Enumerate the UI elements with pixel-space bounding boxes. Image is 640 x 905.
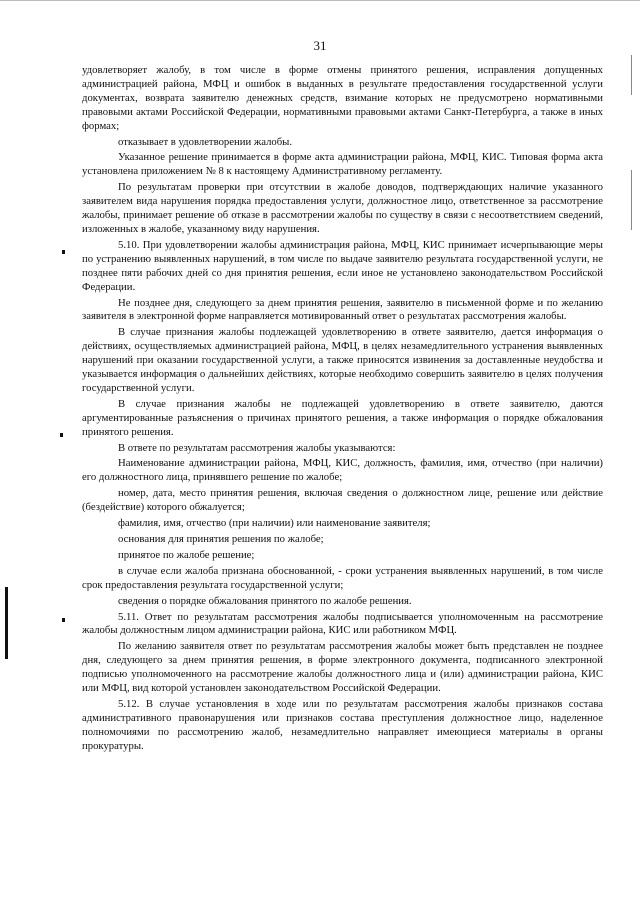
scan-mark-left-2 bbox=[60, 433, 63, 437]
paragraph-5: 5.10. При удовлетворении жалобы администрация района, МФЦ, КИС принимает исчерпывающие меры по устранению выявленных нарушений, в том числе по выдаче заявителю результата государственной услуги, не позднее пяти рабочих дней со дня принятия решения, если иное не установлено законодательством Российской Федерации. bbox=[82, 238, 603, 293]
scan-edge-line bbox=[0, 0, 640, 1]
paragraph-11: номер, дата, место принятия решения, включая сведения о должностном лице, решение или действие (бездействие) которого обжалуется; bbox=[82, 487, 603, 514]
scan-mark-right-1 bbox=[631, 55, 632, 95]
paragraph-12: фамилия, имя, отчество (при наличии) или наименование заявителя; bbox=[118, 517, 431, 530]
page-number: 31 bbox=[313, 38, 327, 53]
paragraph-1: удовлетворяет жалобу, в том числе в форме отмены принятого решения, исправления допущенных администрацией района, МФЦ и ошибок в выданных в результате предоставления государственной услуги документах, возврата заявителю денежных средств, взимание которых не предусмотрено нормативными правовыми актами Российской Федерации, нормативными правовыми актами Санкт-Петербурга, а также в иных формах; bbox=[82, 64, 603, 132]
paragraph-7: В случае признания жалобы подлежащей удовлетворению в ответе заявителю, дается информация о действиях, осуществляемых администрацией района, МФЦ, в целях незамедлительного устранения выявленных нарушений при оказании государственной услуги, а также приносятся извинения за доставленные неудобства и указывается информация о дальнейших действиях, которые необходимо совершить заявителю в целях получения государственной услуги. bbox=[82, 326, 603, 394]
paragraph-13: основания для принятия решения по жалобе; bbox=[118, 533, 324, 545]
paragraph-18: По желанию заявителя ответ по результатам рассмотрения жалобы может быть представлен не позднее дня, следующего за днем принятия решения, в форме электронного документа, подписанного электронной подписью уполномоченного на рассмотрение жалобы должностного лица и (или) администрации района, КИС или МФЦ, вид которой установлен законодательством Российской Федерации. bbox=[82, 640, 603, 695]
paragraph-14: принятое по жалобе решение; bbox=[118, 548, 255, 561]
paragraph-8: В случае признания жалобы не подлежащей удовлетворению в ответе заявителю, даются аргументированные разъяснения о причинах принятого решения, а также информация о порядке обжалования принятого решения. bbox=[82, 397, 603, 438]
paragraph-6: Не позднее дня, следующего за днем принятия решения, заявителю в письменной форме и по желанию заявителя в электронной форме направляется мотивированный ответ о результатах рассмотрения жалобы. bbox=[82, 296, 603, 323]
paragraph-2: отказывает в удовлетворении жалобы. bbox=[118, 135, 293, 148]
scan-mark-left-1 bbox=[62, 250, 65, 254]
paragraph-10: Наименование администрации района, МФЦ, КИС, должность, фамилия, имя, отчество (при наличии) его должностного лица, принявшего решение по жалобе; bbox=[82, 457, 603, 484]
paragraph-16: сведения о порядке обжалования принятого по жалобе решения. bbox=[118, 594, 412, 607]
body-text bbox=[82, 64, 603, 756]
paragraph-4: По результатам проверки при отсутствии в жалобе доводов, подтверждающих наличие указанного заявителем вида нарушения порядка предоставления услуги, должностное лицо, ответственное за рассмотрение жалобы, принимает решение об отказе в рассмотрении жалобы по существу в связи с несоответствием сведений, изложенных в жалобе, указанному виду нарушения. bbox=[82, 181, 603, 235]
paragraph-3: Указанное решение принимается в форме акта администрации района, МФЦ, КИС. Типовая форма акта установлена приложением № 8 к настоящему Административному регламенту. bbox=[82, 151, 603, 178]
scan-mark-left-3 bbox=[62, 618, 65, 622]
paragraph-19: 5.12. В случае установления в ходе или по результатам рассмотрения жалобы признаков состава административного правонарушения или признаков состава преступления должностное лицо, наделенное полномочиями по рассмотрению жалоб, незамедлительно направляет имеющиеся материалы в органы прокуратуры. bbox=[82, 697, 603, 752]
paragraph-17: 5.11. Ответ по результатам рассмотрения жалобы подписывается уполномоченным на рассмотрение жалобы должностным лицом администрации района, КИС или работником МФЦ. bbox=[82, 610, 603, 637]
paragraph-9: В ответе по результатам рассмотрения жалобы указываются: bbox=[118, 441, 396, 454]
scan-mark-left-bar bbox=[5, 587, 8, 659]
paragraph-15: в случае если жалоба признана обоснованной, - сроки устранения выявленных нарушений, в том числе срок предоставления результата государственной услуги; bbox=[82, 564, 603, 591]
scan-mark-right-2 bbox=[631, 170, 632, 230]
